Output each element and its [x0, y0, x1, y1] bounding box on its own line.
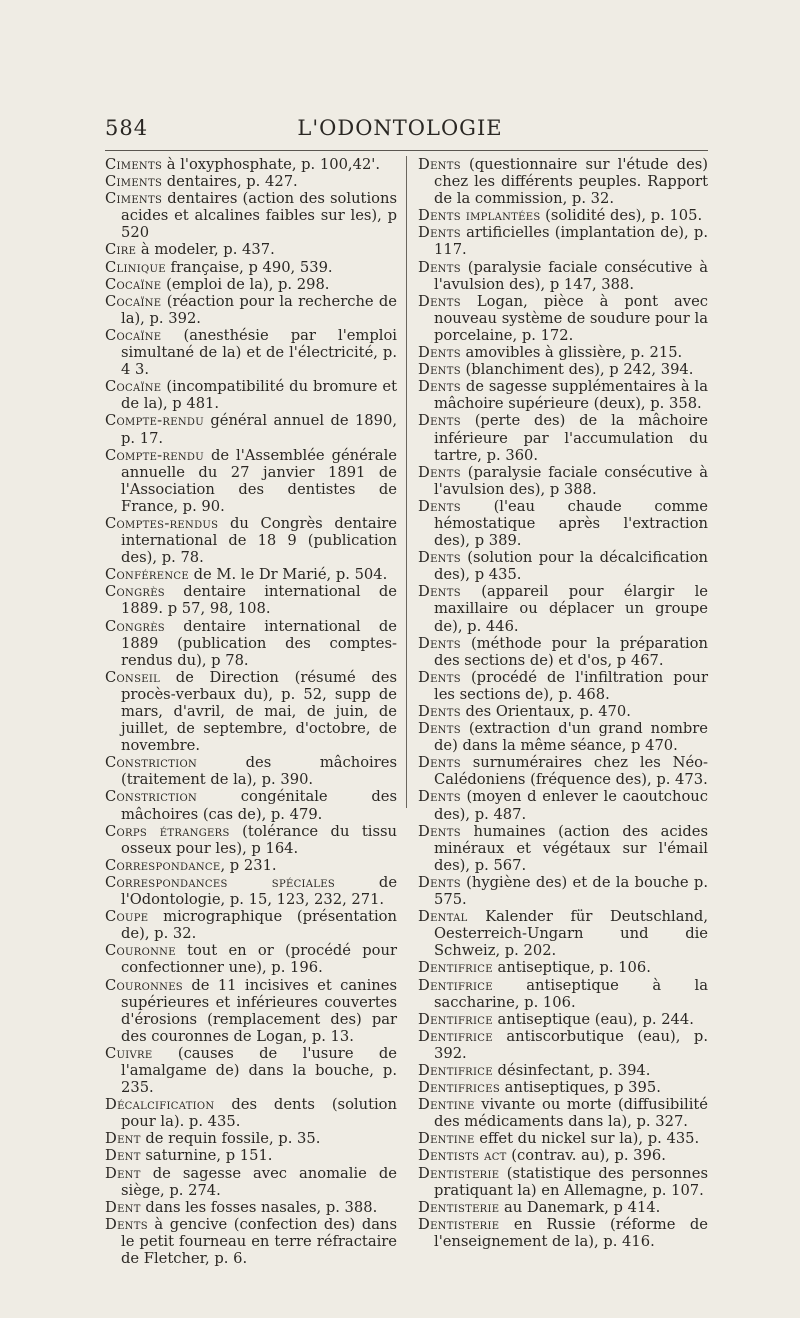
- index-entry: [418, 1096, 708, 1130]
- entry-headword: Dents: [418, 463, 461, 481]
- entry-headword: Cocaïne: [105, 275, 162, 293]
- entry-text: (méthode pour la préparation des sections de) et d'os, p 467.: [434, 634, 708, 669]
- entry-text: congénitale des mâchoires (cas de), p. 479.: [121, 788, 397, 823]
- entry-headword: Dents: [418, 292, 461, 310]
- index-entry: [418, 1079, 708, 1096]
- entry-headword: Dents: [418, 668, 461, 686]
- index-entry: [105, 583, 397, 617]
- entry-text: dentaire international de 1889. p 57, 98, 108.: [121, 583, 397, 618]
- entry-headword: Coupe: [105, 908, 149, 926]
- entry-text: micrographique (présentation de), p. 32.: [121, 908, 397, 943]
- entry-text: (perte des) de la mâchoire inférieure par l'accumulation du tartre, p. 360.: [434, 412, 708, 464]
- index-entry: [105, 874, 397, 908]
- entry-headword: Dents: [418, 378, 461, 396]
- entry-headword: Cocaïne: [105, 378, 162, 396]
- index-entry: [105, 293, 397, 327]
- entry-text: antiseptique à la saccharine, p. 106.: [434, 976, 708, 1011]
- index-entry: [105, 1096, 397, 1130]
- index-entry: [105, 190, 397, 241]
- entry-text: à modeler, p. 437.: [136, 241, 275, 259]
- entry-text: humaines (action des acides minéraux et végétaux sur l'émail des), p. 567.: [434, 822, 708, 874]
- index-entry: [418, 293, 708, 344]
- entry-headword: Couronne: [105, 942, 176, 960]
- entry-headword: Dents: [418, 583, 461, 601]
- entry-headword: Compte-rendu: [105, 412, 204, 430]
- entry-text: de requin fossile, p. 35.: [140, 1130, 321, 1148]
- entry-text: vivante ou morte (diffusibilité des médicaments dans la), p. 327.: [434, 1096, 708, 1131]
- entry-text: (paralysie faciale consécutive à l'avulsion des), p 388.: [434, 463, 708, 498]
- entry-text: (blanchiment des), p 242, 394.: [460, 361, 694, 379]
- entry-text: saturnine, p 151.: [140, 1147, 273, 1165]
- entry-headword: Dentists act: [418, 1147, 507, 1165]
- index-entry: [418, 498, 708, 549]
- entry-headword: Dents implantées: [418, 207, 541, 225]
- index-entry: [105, 378, 397, 412]
- index-entry: [418, 1199, 708, 1216]
- index-entry: [105, 327, 397, 378]
- index-entry: [105, 1165, 397, 1199]
- entry-text: (l'eau chaude comme hémostatique après l'extraction des), p 389.: [434, 497, 708, 550]
- entry-headword: Ciments: [105, 173, 163, 191]
- index-entry: [105, 669, 397, 754]
- index-entry: [418, 583, 708, 634]
- index-entry: [105, 942, 397, 976]
- index-entry: [105, 515, 397, 566]
- entry-text: (solution pour la décalcification des), p 435.: [434, 549, 708, 584]
- entry-headword: Cuivre: [105, 1044, 153, 1062]
- entry-text: (tolérance du tissu osseux pour les), p 164.: [121, 822, 397, 857]
- column-divider: [406, 156, 407, 808]
- entry-headword: Constriction: [105, 788, 198, 806]
- entry-text: (procédé de l'infiltration pour les sections de), p. 468.: [434, 668, 708, 703]
- index-entry: [418, 549, 708, 583]
- index-entry: [418, 1216, 708, 1250]
- entry-text: dentaire international de 1889 (publication des comptes-rendus du), p 78.: [121, 617, 397, 669]
- entry-text: (solidité des), p. 105.: [540, 207, 703, 225]
- entry-text: (anesthésie par l'emploi simultané de la) et de l'électricité, p. 4 3.: [121, 326, 397, 379]
- index-entry: [105, 1147, 397, 1164]
- entry-text: , p 231.: [220, 856, 277, 874]
- entry-headword: Dentifrices: [418, 1079, 500, 1097]
- index-entry: [418, 823, 708, 874]
- index-entry: [418, 1165, 708, 1199]
- entry-text: du Congrès dentaire international de 18 9 (publication des), p. 78.: [121, 514, 397, 567]
- entry-headword: Dent: [105, 1198, 141, 1216]
- entry-headword: Cocaïne: [105, 292, 162, 310]
- index-entry: [418, 156, 708, 207]
- index-entry: [418, 1011, 708, 1028]
- entry-text: effet du nickel sur la), p. 435.: [474, 1130, 700, 1148]
- index-entry: [418, 207, 708, 224]
- index-entry: [105, 412, 397, 446]
- entry-headword: Dents: [418, 703, 461, 720]
- entry-text: (contrav. au), p. 396.: [506, 1147, 666, 1165]
- entry-headword: Cocaïne: [105, 326, 162, 344]
- entry-headword: Clinique: [105, 258, 166, 276]
- index-entry: [418, 908, 708, 959]
- entry-headword: Dents: [418, 156, 461, 173]
- entry-headword: Dentifrice: [418, 1027, 493, 1045]
- entry-text: (moyen d enlever le caoutchouc des), p. 487.: [434, 788, 708, 823]
- entry-headword: Dentine: [418, 1130, 475, 1148]
- entry-text: de 11 incisives et canines supérieures et inférieures couvertes d'érosions (remplacement des) par des couronnes de Logan, p. 13.: [121, 976, 397, 1045]
- entry-headword: Correspondance: [105, 856, 221, 874]
- entry-headword: Dents: [418, 344, 461, 362]
- entry-text: (emploi de la), p. 298.: [161, 275, 330, 293]
- entry-headword: Dents: [418, 258, 461, 276]
- index-entry: [418, 1028, 708, 1062]
- entry-headword: Dents: [418, 720, 461, 738]
- index-entry: [105, 259, 397, 276]
- entry-text: (incompatibilité du bromure et de la), p 481.: [121, 378, 397, 413]
- entry-text: dentaires (action des solutions acides et alcalines faibles sur les), p 520: [121, 190, 397, 242]
- entry-headword: Dentisterie: [418, 1198, 500, 1216]
- entry-text: de l'Assemblée générale annuelle du 27 janvier 1891 de l'Association des dentistes de France, p. 90.: [121, 446, 397, 515]
- entry-text: de sagesse supplémentaires à la mâchoire supérieure (deux), p. 358.: [434, 378, 708, 413]
- entry-text: de l'Odontologie, p. 15, 123, 232, 271.: [121, 873, 398, 909]
- entry-text: des Orientaux, p. 470.: [460, 703, 631, 720]
- entry-text: dans les fosses nasales, p. 388.: [140, 1198, 378, 1216]
- right-column: [418, 156, 708, 1250]
- index-entry: [105, 908, 397, 942]
- entry-text: (questionnaire sur l'étude des) chez les différents peuples. Rapport de la commission, p. 32.: [434, 156, 708, 208]
- index-entry: [418, 1062, 708, 1079]
- index-entry: [418, 788, 708, 822]
- entry-headword: Conférence: [105, 566, 189, 584]
- entry-text: antiscorbutique (eau), p. 392.: [434, 1027, 708, 1062]
- index-entry: [418, 669, 708, 703]
- entry-text: antiseptique (eau), p. 244.: [492, 1010, 694, 1028]
- index-entry: [418, 378, 708, 412]
- entry-headword: Dents: [418, 822, 461, 840]
- index-entry: [105, 1045, 397, 1096]
- running-title: L'ODONTOLOGIE: [297, 116, 503, 140]
- index-entry: [105, 447, 397, 515]
- index-entry: [105, 788, 397, 822]
- entry-text: des mâchoires (traitement de la), p. 390.: [121, 754, 397, 789]
- entry-headword: Dentine: [418, 1096, 475, 1114]
- index-entry: [418, 720, 708, 754]
- entry-headword: Dents: [418, 634, 461, 652]
- entry-text: française, p 490, 539.: [165, 258, 333, 276]
- entry-headword: Compte-rendu: [105, 446, 204, 464]
- entry-text: de sagesse avec anomalie de siège, p. 274.: [121, 1164, 397, 1199]
- entry-headword: Ciments: [105, 190, 163, 208]
- index-entry: [418, 259, 708, 293]
- index-entry: [105, 566, 397, 583]
- entry-text: (réaction pour la recherche de la), p. 392.: [121, 292, 397, 327]
- index-entry: [418, 977, 708, 1011]
- index-entry: [418, 1130, 708, 1147]
- index-entry: [105, 173, 397, 190]
- entry-headword: Décalcification: [105, 1096, 215, 1114]
- index-entry: [418, 1147, 708, 1164]
- entry-text: (statistique des personnes pratiquant la) en Allemagne, p. 107.: [434, 1164, 708, 1199]
- index-entry: [105, 1216, 397, 1267]
- entry-headword: Constriction: [105, 754, 198, 772]
- entry-headword: Dents: [418, 412, 461, 430]
- entry-text: (paralysie faciale consécutive à l'avulsion des), p 147, 388.: [434, 258, 708, 293]
- entry-headword: Dent: [105, 1147, 141, 1165]
- entry-text: désinfectant, p. 394.: [492, 1061, 651, 1079]
- entry-text: amovibles à glissière, p. 215.: [460, 344, 683, 362]
- entry-text: (appareil pour élargir le maxillaire ou déplacer un groupe de), p. 446.: [434, 583, 708, 635]
- index-entry: [418, 464, 708, 498]
- entry-headword: Dentifrice: [418, 1010, 493, 1028]
- index-entry: [105, 1199, 397, 1216]
- entry-text: antiseptique, p. 106.: [492, 959, 651, 977]
- entry-headword: Dentisterie: [418, 1215, 500, 1233]
- entry-text: des dents (solution pour la). p. 435.: [121, 1096, 397, 1131]
- header-rule: [105, 150, 708, 151]
- entry-text: surnuméraires chez les Néo-Calédoniens (fréquence des), p. 473.: [434, 754, 708, 789]
- entry-headword: Conseil: [105, 668, 161, 686]
- entry-text: général annuel de 1890, p. 17.: [121, 412, 397, 447]
- entry-headword: Dents: [418, 788, 461, 806]
- entry-text: antiseptiques, p 395.: [499, 1079, 661, 1097]
- entry-headword: Dent: [105, 1130, 141, 1148]
- entry-text: Kalender für Deutschland, Oesterreich-Ungarn und die Schweiz, p. 202.: [434, 908, 708, 960]
- entry-headword: Dents: [418, 549, 461, 567]
- entry-headword: Dentifrice: [418, 976, 493, 994]
- index-entry: [105, 241, 397, 258]
- entry-text: artificielles (implantation de), p. 117.: [434, 224, 708, 259]
- entry-headword: Dents: [418, 361, 461, 379]
- left-column: [105, 156, 397, 1267]
- index-entry: [418, 703, 708, 720]
- index-entry: [418, 361, 708, 378]
- index-entry: [105, 977, 397, 1045]
- entry-text: de Direction (résumé des procès-verbaux du), p. 52, supp de mars, d'avril, de mai, de juin, de juillet, de septembre, d'octobre, de novembre.: [121, 668, 397, 755]
- entry-headword: Couronnes: [105, 976, 183, 994]
- entry-headword: Dents: [418, 497, 461, 515]
- entry-text: en Russie (réforme de l'enseignement de la), p. 416.: [434, 1215, 708, 1250]
- entry-text: tout en or (procédé pour confectionner une), p. 196.: [121, 942, 397, 977]
- entry-text: (hygiène des) et de la bouche p. 575.: [434, 873, 708, 909]
- index-entry: [105, 276, 397, 293]
- entry-text: à l'oxyphosphate, p. 100,42'.: [162, 156, 380, 173]
- entry-text: de M. le Dr Marié, p. 504.: [188, 566, 388, 584]
- entry-headword: Ciments: [105, 156, 163, 173]
- index-entry: [105, 857, 397, 874]
- entry-headword: Dents: [418, 224, 461, 242]
- entry-headword: Corps étrangers: [105, 822, 230, 840]
- index-entry: [418, 874, 708, 908]
- entry-headword: Dentisterie: [418, 1164, 500, 1182]
- index-entry: [418, 412, 708, 463]
- entry-headword: Dentifrice: [418, 1061, 493, 1079]
- entry-text: (causes de l'usure de l'amalgame de) dans la bouche, p. 235.: [121, 1044, 397, 1097]
- entry-text: (extraction d'un grand nombre de) dans la même séance, p 470.: [434, 720, 708, 755]
- index-entry: [418, 344, 708, 361]
- index-entry: [418, 959, 708, 976]
- entry-headword: Correspondances spéciales: [105, 873, 336, 891]
- entry-text: Logan, pièce à pont avec nouveau système de soudure pour la porcelaine, p. 172.: [434, 292, 708, 344]
- index-entry: [105, 754, 397, 788]
- entry-headword: Congrès: [105, 617, 165, 635]
- entry-text: au Danemark, p 414.: [499, 1198, 661, 1216]
- entry-text: dentaires, p. 427.: [162, 173, 298, 191]
- entry-headword: Congrès: [105, 583, 165, 601]
- entry-headword: Dentifrice: [418, 959, 493, 977]
- index-entry: [418, 224, 708, 258]
- entry-headword: Cire: [105, 241, 137, 259]
- index-entry: [105, 618, 397, 669]
- entry-headword: Dents: [105, 1215, 148, 1233]
- entry-headword: Dental: [418, 908, 468, 926]
- entry-headword: Dent: [105, 1164, 141, 1182]
- page-number: 584: [105, 116, 149, 140]
- index-entry: [105, 823, 397, 857]
- entry-text: à gencive (confection des) dans le petit fourneau en terre réfractaire de Fletcher, p. 6.: [121, 1215, 397, 1267]
- entry-headword: Comptes-rendus: [105, 514, 219, 532]
- page-header: [0, 116, 800, 146]
- index-entry: [105, 1130, 397, 1147]
- index-entry: [418, 754, 708, 788]
- entry-headword: Dents: [418, 754, 461, 772]
- entry-headword: Dents: [418, 873, 461, 891]
- index-entry: [418, 635, 708, 669]
- index-entry: [105, 156, 397, 173]
